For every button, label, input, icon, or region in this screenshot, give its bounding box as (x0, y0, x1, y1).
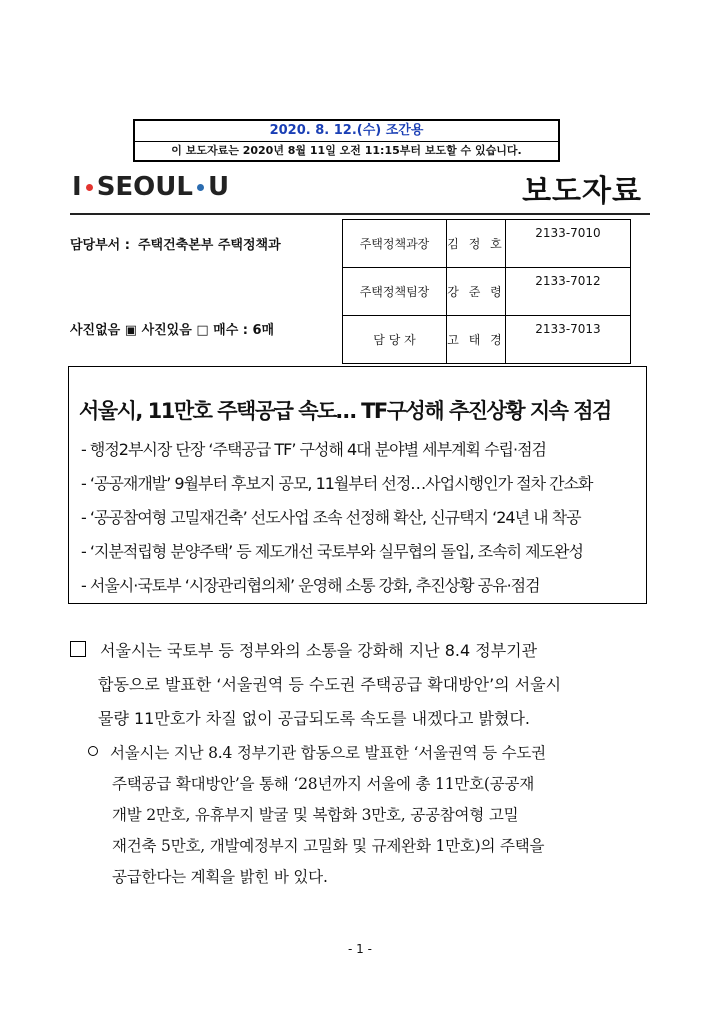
embargo-box (133, 119, 560, 162)
contact-phone: 2133-7010 (506, 220, 631, 268)
contact-phone: 2133-7012 (506, 268, 631, 316)
table-row (343, 316, 631, 364)
list-item: - 서울시·국토부 ‘시장관리협의체’ 운영해 소통 강화, 추진상황 공유·점검 (81, 576, 540, 595)
contact-name: 강 준 령 (447, 268, 506, 316)
list-item: - 행정2부시장 단장 ‘주택공급 TF’ 구성해 4대 분야별 세부계획 수립·점검 (81, 440, 546, 459)
contact-role: 담 당 자 (343, 316, 447, 364)
logo-dot-blue (197, 184, 204, 191)
summary-bullets (81, 433, 592, 603)
contact-phone: 2133-7013 (506, 316, 631, 364)
list-item: - ‘지분적립형 분양주택’ 등 제도개선 국토부와 실무협의 돌입, 조속히 제도완성 (81, 542, 583, 561)
contacts-table (342, 219, 631, 364)
headline: 서울시, 11만호 주택공급 속도… TF구성해 추진상황 지속 점검 (79, 399, 611, 423)
table-row (343, 268, 631, 316)
header-divider (70, 213, 650, 215)
logo-dot-red (86, 184, 93, 191)
headline-box (68, 366, 647, 604)
circle-bullet-icon (88, 746, 98, 756)
department-value: 주택건축본부 주택정책과 (137, 238, 281, 253)
contact-name: 김 정 호 (447, 220, 506, 268)
contact-name: 고 태 경 (447, 316, 506, 364)
contact-role: 주택정책팀장 (343, 268, 447, 316)
main-paragraph: 서울시는 국토부 등 정부와의 소통을 강화해 지난 8.4 정부기관 합동으로 발표한 ‘서울권역 등 수도권 주택공급 확대방안’의 서울시 물량 11만호가 차질 없이 공급되도록 속도를 내겠다고 밝혔다. (70, 634, 650, 736)
department-line (70, 234, 281, 253)
square-bullet-icon (70, 641, 86, 657)
embargo-release-note: 이 보도자료는 2020년 8월 11일 오전 11:15부터 보도할 수 있습니다. (171, 144, 522, 157)
embargo-date: 2020. 8. 12.(수) 조간용 (135, 121, 558, 142)
table-row (343, 220, 631, 268)
list-item: - ‘공공참여형 고밀재건축’ 선도사업 조속 선정해 확산, 신규택지 ‘24년 내 착공 (81, 508, 581, 527)
seoul-logo: I SEOUL U (72, 172, 230, 202)
document-type-title: 보도자료 (522, 174, 642, 209)
photo-info: 사진없음 ▣ 사진있음 □ 매수 : 6매 (70, 323, 275, 338)
sub-paragraph: 서울시는 지난 8.4 정부기관 합동으로 발표한 ‘서울권역 등 수도권 주택공급 확대방안’을 통해 ‘28년까지 서울에 총 11만호(공공재 개발 2만호, 유휴부지 발굴 및 복합화 3만호, 공공참여형 고밀 재건축 5만호, 개발예정부지 고밀화 및 규제완화 1만호)의 주택을 공급한다는 계획을 밝힌 바 있다. (88, 738, 650, 893)
list-item: - ‘공공재개발’ 9월부터 후보지 공모, 11월부터 선정…사업시행인가 절차 간소화 (81, 474, 593, 493)
contact-role: 주택정책과장 (343, 220, 447, 268)
department-label: 담당부서 : (70, 238, 130, 253)
page-number: - 1 - (348, 942, 372, 956)
